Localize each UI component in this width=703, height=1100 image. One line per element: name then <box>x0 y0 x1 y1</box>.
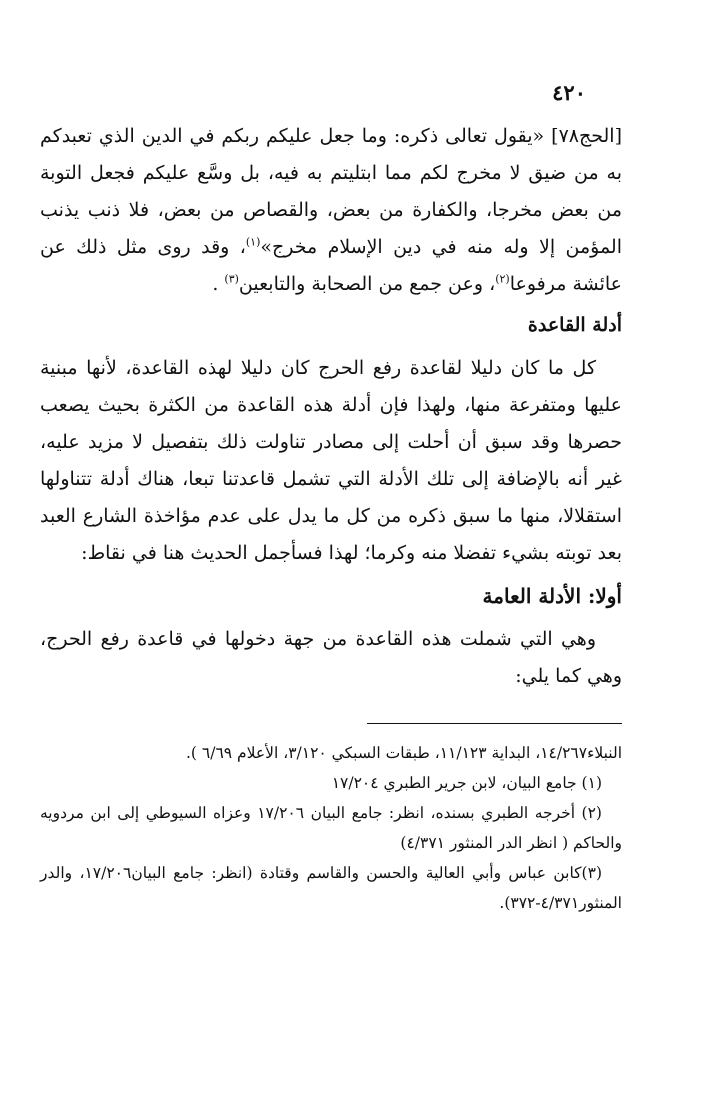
paragraph-2: كل ما كان دليلا لقاعدة رفع الحرج كان دليلا لهذه القاعدة، لأنها مبنية عليها ومتفرعة منها، ولهذا فإن أدلة هذه القاعدة من الكثرة بحيث يصعب حصرها وقد سبق أن أحلت إلى مصادر تناولت ذلك بتفصيل لا مزيد عليه، غير أنه بالإضافة إلى تلك الأدلة التي تشمل قاعدتنا تبعا، هناك أدلة تتناولها استقلالا، منها ما سبق ذكره من كل ما يدل على عدم مؤاخذة الشارع العبد بعد توبته بشيء تفضلا منه وكرما؛ لهذا فسأجمل الحديث هنا في نقاط: <box>40 357 622 564</box>
footnote-3: (٣)كابن عباس وأبي العالية والحسن والقاسم وقتادة (انظر: جامع البيان١٧/٢٠٦، والدر المنثور٤/٣٧١-٣٧٢). <box>40 864 622 912</box>
footnote-ref-2: (٢) <box>495 272 510 286</box>
footnote-2: (٢) أخرجه الطبري بسنده، انظر: جامع البيان ١٧/٢٠٦ وعزاه السيوطي إلى ابن مردويه والحاكم ( انظر الدر المنثور ٤/٣٧١) <box>40 804 622 852</box>
footnote-continuation: النبلاء١٤/٢٦٧، البداية ١١/١٢٣، طبقات السبكي ٣/١٢٠، الأعلام ٦/٦٩ ). <box>186 744 622 762</box>
footnote-ref-1: (١) <box>245 235 261 249</box>
page-number: ٤٢٠ <box>552 80 586 105</box>
section-heading-general-evidence: أولا: الأدلة العامة <box>482 584 622 608</box>
paragraph-1-text-b: ، وقد روى مثل ذلك عن عائشة مرفوعا <box>40 236 622 295</box>
paragraph-1-text-a: [الحج٧٨] «يقول تعالى ذكره: وما جعل عليكم ربكم في الدين الذي تعبدكم به من ضيق لا مخرج لكم مما ابتليتم به فيه، بل وسَّع عليكم فجعل التوبة من بعض مخرجا، والكفارة من بعض، والقصاص من بعض، فلا ذنب يذنب المؤمن إلا وله منه في دين الإسلام مخرج» <box>40 125 622 258</box>
paragraph-3: وهي التي شملت هذه القاعدة من جهة دخولها في قاعدة رفع الحرج، وهي كما يلي: <box>40 628 622 687</box>
paragraph-1 <box>40 118 622 303</box>
footnote-divider <box>367 723 622 724</box>
section-heading-evidence: أدلة القاعدة <box>527 314 622 336</box>
paragraph-1-text-d: . <box>212 273 225 295</box>
footnote-1: (١) جامع البيان، لابن جرير الطبري ١٧/٢٠٤ <box>331 774 602 792</box>
paragraph-1-text-c: ، وعن جمع من الصحابة والتابعين <box>238 273 496 295</box>
page-body <box>40 78 622 918</box>
footnote-ref-3: (٣) <box>224 272 239 286</box>
